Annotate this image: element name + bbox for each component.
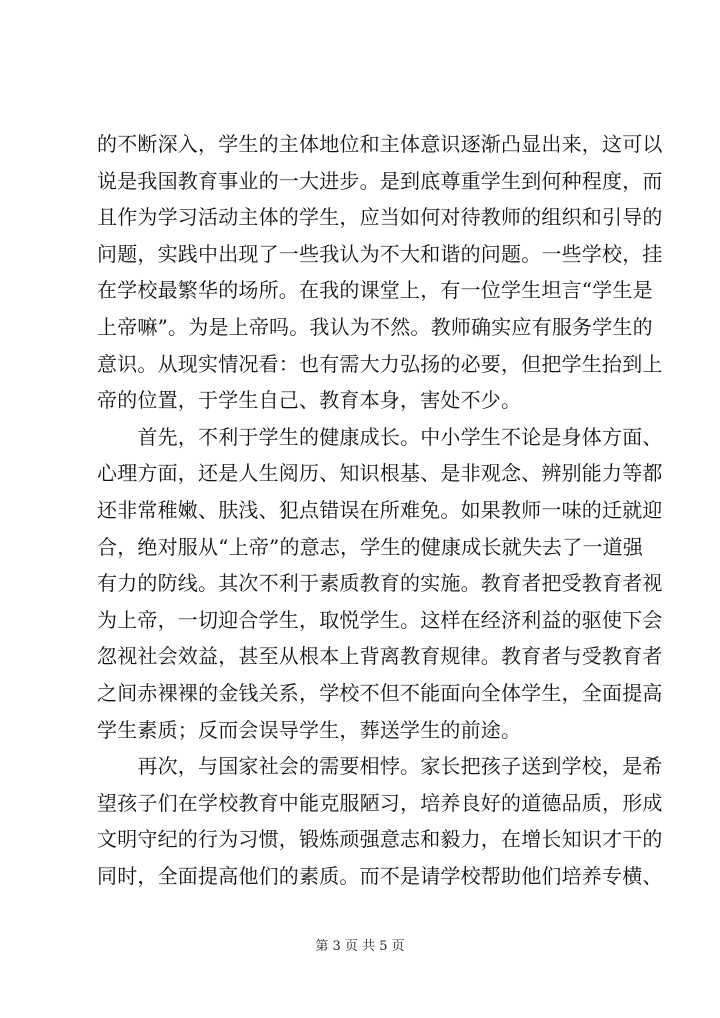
text-line: 说是我国教育事业的一大进步。是到底尊重学生到何种程度，而 bbox=[97, 168, 663, 193]
text-line: 在学校最繁华的场所。在我的课堂上，有一位学生坦言“学生是 bbox=[97, 278, 653, 303]
text-line: 且作为学习活动主体的学生，应当如何对待教师的组织和引导的 bbox=[97, 205, 663, 230]
text-line: 还非常稚嫩、肤浅、犯点错误在所难免。如果教师一味的迁就迎 bbox=[97, 497, 663, 522]
text-line: 上帝嘛”。为是上帝吗。我认为不然。教师确实应有服务学生的 bbox=[97, 314, 653, 339]
text-line: 问题，实践中出现了一些我认为不大和谐的问题。一些学校，挂 bbox=[97, 241, 663, 266]
page-number: 第 3 页 共 5 页 bbox=[315, 939, 405, 954]
text-line: 文明守纪的行为习惯，锻炼顽强意志和毅力，在增长知识才干的 bbox=[97, 827, 663, 852]
text-line: 合，绝对服从“上帝”的意志，学生的健康成长就失去了一道强 bbox=[97, 534, 644, 559]
page-footer bbox=[0, 938, 720, 956]
text-line: 为上帝，一切迎合学生，取悦学生。这样在经济利益的驱使下会 bbox=[97, 607, 663, 632]
text-line: 有力的防线。其次不利于素质教育的实施。教育者把受教育者视 bbox=[97, 571, 663, 596]
text-line: 学生素质；反而会误导学生，葬送学生的前途。 bbox=[97, 717, 522, 742]
text-line: 同时，全面提高他们的素质。而不是请学校帮助他们培养专横、 bbox=[97, 863, 663, 888]
text-line: 忽视社会效益，甚至从根本上背离教育规律。教育者与受教育者 bbox=[97, 644, 663, 669]
text-line: 之间赤裸裸的金钱关系，学校不但不能面向全体学生，全面提高 bbox=[97, 680, 663, 705]
text-line: 的不断深入，学生的主体地位和主体意识逐渐凸显出来，这可以 bbox=[97, 132, 663, 156]
text-line: 意识。从现实情况看：也有需大力弘扬的必要，但把学生抬到上 bbox=[97, 351, 663, 376]
body-text bbox=[97, 126, 663, 894]
text-line: 望孩子们在学校教育中能克服陋习，培养良好的道德品质，形成 bbox=[97, 790, 663, 815]
text-line: 再次，与国家社会的需要相悖。家长把孩子送到学校，是希 bbox=[97, 754, 663, 779]
text-line: 帝的位置，于学生自己、教育本身，害处不少。 bbox=[97, 388, 522, 413]
text-line: 心理方面，还是人生阅历、知识根基、是非观念、辨别能力等都 bbox=[97, 461, 663, 486]
text-line: 首先，不利于学生的健康成长。中小学生不论是身体方面、 bbox=[97, 424, 663, 449]
